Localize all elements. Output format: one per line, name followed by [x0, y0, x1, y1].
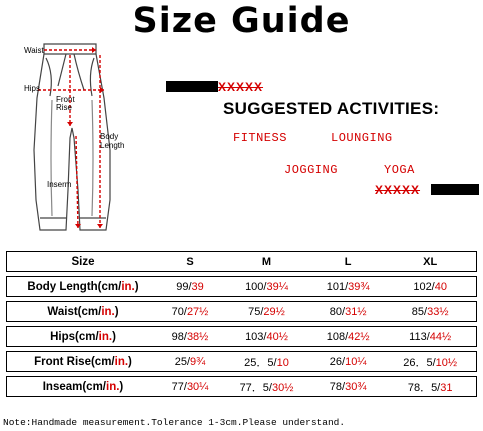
header-cell: XL: [384, 251, 477, 272]
table-row: [6, 276, 477, 297]
table-cell: 26/10¼: [312, 351, 384, 372]
table-cell: 99/39: [159, 276, 221, 297]
body-length-label: Body Length: [100, 132, 125, 150]
row-label: Body Length(cm/in.): [6, 276, 159, 297]
table-cell: 78/30¾: [312, 376, 384, 397]
table-cell: 77/30¼: [159, 376, 221, 397]
row-label: Waist(cm/in.): [6, 301, 159, 322]
table-cell: 78．5/31: [384, 376, 477, 397]
header-cell: Size: [6, 251, 159, 272]
row-label: Inseam(cm/in.): [6, 376, 159, 397]
table-cell: 75/29½: [221, 301, 312, 322]
inseam-label: Inserm: [47, 180, 72, 189]
activity-yoga: YOGA: [384, 163, 415, 177]
activity-lounging: LOUNGING: [331, 131, 393, 145]
table-cell: 113/44½: [384, 326, 477, 347]
pants-diagram: [0, 40, 160, 250]
table-cell: 101/39¾: [312, 276, 384, 297]
note-text: Note:Handmade measurement.Tolerance 1-3cm.Please understand.: [3, 417, 346, 428]
waist-label: Waist: [24, 46, 44, 55]
table-row: [6, 351, 477, 372]
table-cell: 100/39¼: [221, 276, 312, 297]
size-table: [6, 247, 477, 401]
table-cell: 98/38½: [159, 326, 221, 347]
table-cell: 103/40½: [221, 326, 312, 347]
table-cell: 85/33½: [384, 301, 477, 322]
table-cell: 25．5/10: [221, 351, 312, 372]
header-cell: L: [312, 251, 384, 272]
activity-jogging: JOGGING: [284, 163, 338, 177]
decor-bar-top: [166, 81, 218, 92]
table-row: [6, 326, 477, 347]
table-row: [6, 301, 477, 322]
table-header-row: [6, 251, 477, 272]
table-cell: 77．5/30½: [221, 376, 312, 397]
table-cell: 26．5/10½: [384, 351, 477, 372]
table-cell: 80/31½: [312, 301, 384, 322]
table-cell: 102/40: [384, 276, 477, 297]
header-cell: M: [221, 251, 312, 272]
row-label: Hips(cm/in.): [6, 326, 159, 347]
decor-bar-bottom: [431, 184, 479, 195]
front-rise-label: Front Rise: [56, 95, 75, 112]
table-row: [6, 376, 477, 397]
activity-fitness: FITNESS: [233, 131, 287, 145]
row-label: Front Rise(cm/in.): [6, 351, 159, 372]
activities-heading: SUGGESTED ACTIVITIES:: [223, 99, 440, 118]
table-cell: 108/42½: [312, 326, 384, 347]
decor-xmarks-bottom: XXXXX: [375, 183, 421, 197]
table-cell: 70/27½: [159, 301, 221, 322]
header-cell: S: [159, 251, 221, 272]
decor-xmarks-top: XXXXX: [218, 80, 264, 94]
table-cell: 25/9¾: [159, 351, 221, 372]
page-title: Size Guide: [132, 1, 351, 41]
hips-label: Hips: [24, 84, 41, 93]
